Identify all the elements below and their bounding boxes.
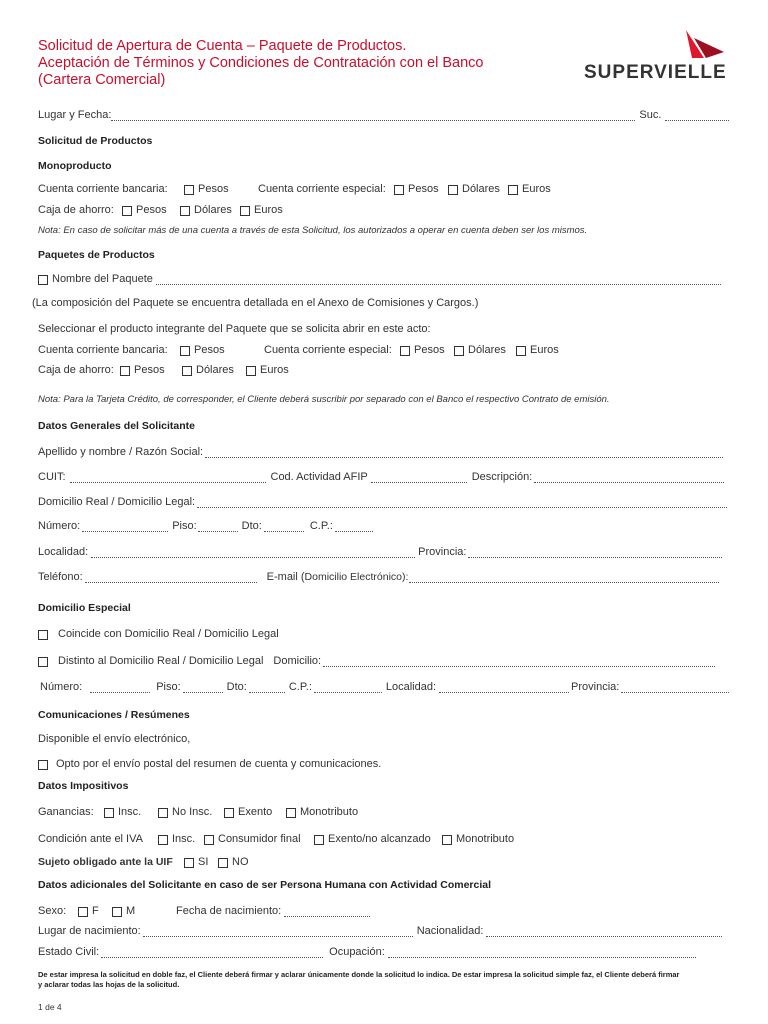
section-impositivos: Datos Impositivos [38, 780, 129, 792]
telefono-field[interactable] [85, 573, 257, 583]
paq-cc-especial-euros-checkbox[interactable] [516, 346, 526, 356]
email-field[interactable] [409, 573, 719, 583]
uif-no-checkbox[interactable] [218, 858, 228, 868]
dolares-label: Dólares [194, 204, 232, 216]
apellido-label: Apellido y nombre / Razón Social: [38, 446, 204, 458]
domicilio-esp-field[interactable] [323, 657, 715, 667]
lugar-fecha-field[interactable] [111, 111, 635, 121]
cp-label: C.P.: [309, 520, 333, 532]
seleccionar-text: Seleccionar el producto integrante del Paquete que se solicita abrir en este acto: [38, 323, 431, 335]
cc-bancaria-label: Cuenta corriente bancaria: [38, 183, 168, 195]
ganancias-label: Ganancias: [38, 806, 94, 818]
descripcion-label: Descripción: [471, 471, 533, 483]
exento-label: Exento [238, 806, 273, 818]
telefono-label: Teléfono: [38, 571, 83, 583]
suc-field[interactable] [665, 111, 729, 121]
cc-especial-euros-checkbox[interactable] [508, 185, 518, 195]
provincia-label: Provincia: [418, 546, 467, 558]
iva-row [38, 833, 514, 845]
pesos-label: Pesos [198, 183, 229, 195]
mono-note: Nota: En caso de solicitar más de una cuenta a través de esta Solicitud, los autorizados a operar en cuenta deben ser los mismos. [38, 225, 588, 236]
monotributo-label: Monotributo [456, 833, 515, 845]
cc-bancaria-label: Cuenta corriente bancaria: [38, 344, 168, 356]
dto-label: Dto: [226, 681, 247, 693]
sexo-label: Sexo: [38, 905, 67, 917]
caja-ahorro-label: Caja de ahorro: [38, 204, 114, 216]
email-label: E-mail ( [266, 571, 305, 583]
disclaimer-line-1: De estar impresa la solicitud en doble faz, el Cliente deberá firmar y aclarar únicamente donde la solicitud lo indica. De estar impresa la solicitud simple faz, el Cliente deberá firmar [38, 970, 680, 979]
esp-piso-field[interactable] [183, 683, 223, 693]
title-line-3: (Cartera Comercial) [38, 72, 166, 88]
insc-label: Insc. [118, 806, 142, 818]
paq-cc-especial-pesos-checkbox[interactable] [400, 346, 410, 356]
dolares-label: Dólares [196, 364, 234, 376]
caja-dolares-checkbox[interactable] [180, 206, 190, 216]
iva-monotributo-checkbox[interactable] [442, 835, 452, 845]
distinto-row [38, 655, 715, 667]
cc-especial-label: Cuenta corriente especial: [264, 344, 392, 356]
pesos-label: Pesos [414, 344, 445, 356]
paq-caja-pesos-checkbox[interactable] [120, 366, 130, 376]
piso-label: Piso: [172, 520, 197, 532]
numero-field[interactable] [82, 522, 168, 532]
caja-ahorro-label: Caja de ahorro: [38, 364, 114, 376]
cc-especial-dolares-checkbox[interactable] [448, 185, 458, 195]
euros-label: Euros [522, 183, 551, 195]
ocupacion-field[interactable] [388, 948, 696, 958]
esp-numero-field[interactable] [90, 683, 150, 693]
nacionalidad-label: Nacionalidad: [416, 925, 484, 937]
postal-row [38, 758, 381, 770]
sexo-m-checkbox[interactable] [112, 907, 122, 917]
coincide-checkbox[interactable] [38, 630, 48, 640]
cod-afip-field[interactable] [371, 473, 467, 483]
ganancias-exento-checkbox[interactable] [224, 808, 234, 818]
distinto-checkbox[interactable] [38, 657, 48, 667]
paq-caja-dolares-checkbox[interactable] [182, 366, 192, 376]
lugar-nac-field[interactable] [143, 927, 413, 937]
caja-pesos-checkbox[interactable] [122, 206, 132, 216]
title-line-2: Aceptación de Términos y Condiciones de Contratación con el Banco [38, 55, 484, 71]
brand-name: SUPERVIELLE [584, 62, 727, 83]
estado-civil-row [38, 946, 696, 958]
iva-insc-checkbox[interactable] [158, 835, 168, 845]
lugar-nac-label: Lugar de nacimiento: [38, 925, 141, 937]
esp-localidad-field[interactable] [439, 683, 569, 693]
caja-euros-checkbox[interactable] [240, 206, 250, 216]
lugar-fecha-row [38, 109, 729, 121]
paquete-row-2 [38, 364, 289, 376]
domicilio-field[interactable] [197, 498, 727, 508]
section-monoproducto: Monoproducto [38, 160, 112, 172]
lugar-nac-row [38, 925, 722, 937]
supervielle-logo-icon [680, 28, 728, 64]
piso-field[interactable] [198, 522, 238, 532]
coincide-row [38, 628, 279, 640]
apellido-field[interactable] [205, 448, 723, 458]
estado-civil-field[interactable] [101, 948, 323, 958]
numero-row [38, 520, 373, 532]
euros-label: Euros [530, 344, 559, 356]
pesos-label: Pesos [134, 364, 165, 376]
cc-especial-label: Cuenta corriente especial: [258, 183, 386, 195]
euros-label: Euros [254, 204, 283, 216]
cuit-row [38, 471, 724, 483]
title-line-1: Solicitud de Apertura de Cuenta – Paquete de Productos. [38, 38, 407, 54]
fecha-nac-field[interactable] [284, 907, 370, 917]
numero-label: Número: [40, 681, 83, 693]
suc-label: Suc. [639, 109, 662, 121]
sexo-f-checkbox[interactable] [78, 907, 88, 917]
monotributo-label: Monotributo [300, 806, 359, 818]
localidad-field[interactable] [91, 548, 415, 558]
uif-row [38, 856, 249, 868]
ganancias-insc-checkbox[interactable] [104, 808, 114, 818]
email-label-2: Domicilio Electrónico): [304, 571, 409, 583]
iva-exento-checkbox[interactable] [314, 835, 324, 845]
ganancias-no-insc-checkbox[interactable] [158, 808, 168, 818]
domicilio-row [38, 496, 727, 508]
descripcion-field[interactable] [534, 473, 724, 483]
postal-checkbox[interactable] [38, 760, 48, 770]
dolares-label: Dólares [462, 183, 500, 195]
section-solicitud-productos: Solicitud de Productos [38, 135, 153, 147]
pesos-label: Pesos [136, 204, 167, 216]
numero-label: Número: [38, 520, 81, 532]
nombre-paquete-label: Nombre del Paquete [52, 273, 153, 285]
lugar-fecha-label: Lugar y Fecha: [38, 109, 112, 121]
coincide-label: Coincide con Domicilio Real / Domicilio Legal [58, 628, 279, 640]
postal-label: Opto por el envío postal del resumen de cuenta y comunicaciones. [56, 758, 382, 770]
cp-label: C.P.: [288, 681, 312, 693]
especial-numero-row [38, 681, 729, 693]
mono-row-2 [38, 204, 283, 216]
paquetes-note: Nota: Para la Tarjeta Crédito, de corresponder, el Cliente deberá suscribir por separado con el Banco el respectivo Contrato de emisión. [38, 394, 610, 405]
estado-civil-label: Estado Civil: [38, 946, 100, 958]
iva-label: Condición ante el IVA [38, 833, 143, 845]
composicion-text: (La composición del Paquete se encuentra detallada en el Anexo de Comisiones y Cargos.) [32, 297, 479, 309]
si-label: SI [198, 856, 209, 868]
exento-no-label: Exento/no alcanzado [328, 833, 431, 845]
euros-label: Euros [260, 364, 289, 376]
no-label: NO [232, 856, 249, 868]
section-domicilio-especial: Domicilio Especial [38, 602, 131, 614]
esp-cp-field[interactable] [314, 683, 382, 693]
disclaimer-line-2: y aclarar todas las hojas de la solicitud. [38, 980, 180, 989]
cod-afip-label: Cod. Actividad AFIP [270, 471, 368, 483]
localidad-label: Localidad: [38, 546, 89, 558]
esp-dto-field[interactable] [249, 683, 285, 693]
mono-row-1 [38, 183, 551, 195]
domicilio-esp-label: Domicilio: [273, 655, 322, 667]
m-label: M [126, 905, 136, 917]
paq-cc-especial-dolares-checkbox[interactable] [454, 346, 464, 356]
page-number: 1 de 4 [38, 1002, 62, 1012]
provincia-label: Provincia: [571, 681, 620, 693]
ganancias-row [38, 806, 358, 818]
iva-consumidor-checkbox[interactable] [204, 835, 214, 845]
cp-field[interactable] [335, 522, 373, 532]
cuit-field[interactable] [70, 473, 266, 483]
apellido-row [38, 446, 723, 458]
f-label: F [92, 905, 99, 917]
cc-bancaria-pesos-checkbox[interactable] [184, 185, 194, 195]
section-adicionales: Datos adicionales del Solicitante en caso de ser Persona Humana con Actividad Comercial [38, 879, 492, 891]
dto-field[interactable] [264, 522, 304, 532]
paq-cc-bancaria-pesos-checkbox[interactable] [180, 346, 190, 356]
telefono-row [38, 571, 719, 583]
nombre-paquete-row [38, 273, 721, 285]
consumidor-label: Consumidor final [218, 833, 301, 845]
domicilio-label: Domicilio Real / Domicilio Legal: [38, 496, 196, 508]
nombre-paquete-field[interactable] [156, 275, 721, 285]
section-comunicaciones: Comunicaciones / Resúmenes [38, 709, 190, 721]
dolares-label: Dólares [468, 344, 506, 356]
localidad-label: Localidad: [385, 681, 437, 693]
ganancias-monotributo-checkbox[interactable] [286, 808, 296, 818]
paquete-row-1 [38, 344, 559, 356]
esp-provincia-field[interactable] [621, 683, 729, 693]
uif-label: Sujeto obligado ante la UIF [38, 856, 173, 868]
cuit-label: CUIT: [38, 471, 66, 483]
piso-label: Piso: [156, 681, 181, 693]
nombre-paquete-checkbox[interactable] [38, 275, 48, 285]
uif-si-checkbox[interactable] [184, 858, 194, 868]
section-paquetes: Paquetes de Productos [38, 249, 155, 261]
no-insc-label: No Insc. [172, 806, 213, 818]
distinto-label: Distinto al Domicilio Real / Domicilio Legal [58, 655, 264, 667]
envio-electronico-text: Disponible el envío electrónico, [38, 733, 191, 745]
cc-especial-pesos-checkbox[interactable] [394, 185, 404, 195]
provincia-field[interactable] [468, 548, 722, 558]
insc-label: Insc. [172, 833, 196, 845]
dto-label: Dto: [241, 520, 262, 532]
fecha-nac-label: Fecha de nacimiento: [176, 905, 282, 917]
pesos-label: Pesos [194, 344, 225, 356]
ocupacion-label: Ocupación: [329, 946, 385, 958]
paq-caja-euros-checkbox[interactable] [246, 366, 256, 376]
section-datos-generales: Datos Generales del Solicitante [38, 420, 195, 432]
sexo-row [38, 905, 370, 917]
pesos-label: Pesos [408, 183, 439, 195]
localidad-row [38, 546, 722, 558]
nacionalidad-field[interactable] [486, 927, 722, 937]
